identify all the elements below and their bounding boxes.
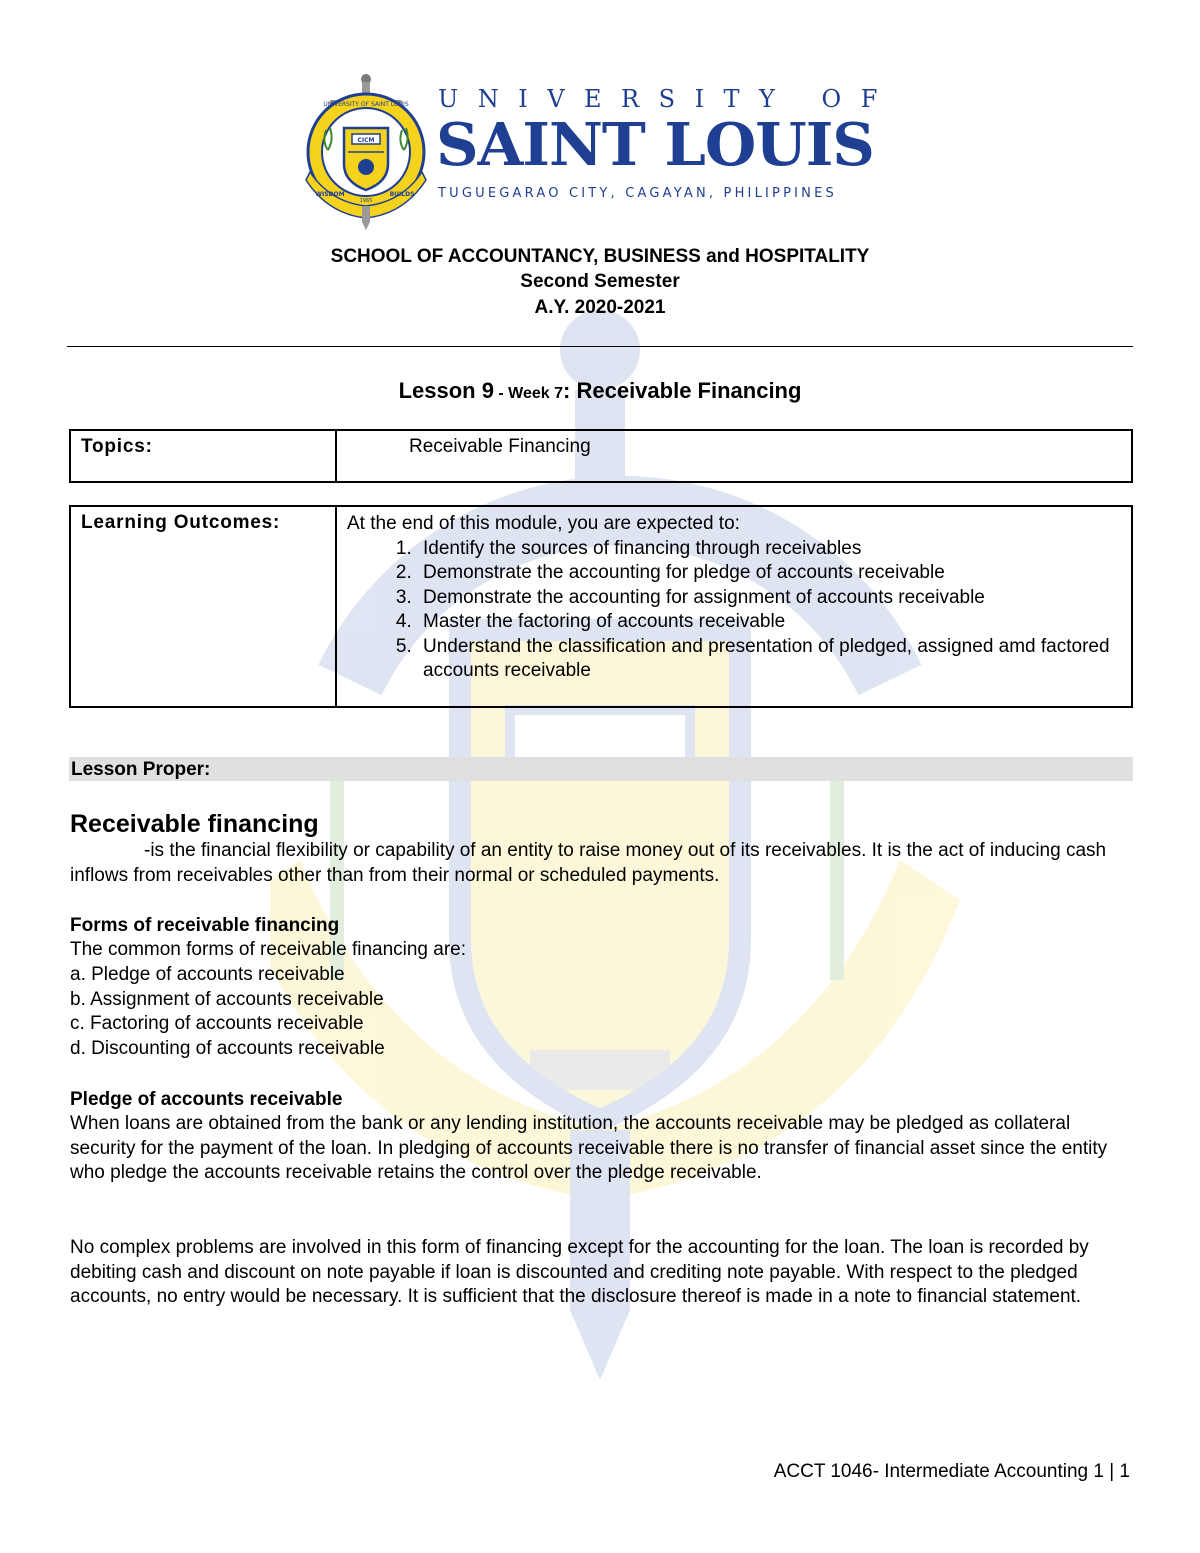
forms-list	[70, 963, 385, 1061]
forms-heading: Forms of receivable financing	[70, 915, 340, 936]
page-footer: ACCT 1046- Intermediate Accounting 1 | 1	[773, 1461, 1130, 1482]
seal-top-text: UNIVERSITY OF SAINT LOUIS	[323, 101, 409, 108]
receivable-financing-heading: Receivable financing	[70, 810, 319, 838]
learning-outcome-item: 1. Identify the sources of financing through receivables	[417, 537, 1121, 562]
seal-year-text: 1965	[359, 198, 373, 204]
learning-outcomes-list	[347, 537, 1121, 684]
learning-outcome-item: 4. Master the factoring of accounts receivable	[417, 610, 1121, 635]
seal-left-text: WISDOM	[315, 191, 345, 198]
wordmark-line3: TUGUEGARAO CITY, CAGAYAN, PHILIPPINES	[438, 186, 837, 201]
topics-label: Topics:	[70, 430, 336, 482]
university-wordmark	[436, 85, 897, 202]
wordmark-line1: UNIVERSITY OF	[438, 85, 897, 113]
wordmark-line2: SAINT LOUIS	[436, 110, 874, 179]
learning-outcomes-intro: At the end of this module, you are expected to:	[347, 513, 740, 534]
lesson-topic: Receivable Financing	[576, 378, 802, 403]
learning-outcome-item: 2. Demonstrate the accounting for pledge of accounts receivable	[417, 561, 1121, 586]
learning-outcomes-cell	[336, 506, 1132, 707]
header-divider	[67, 346, 1133, 347]
definition-paragraph: -is the financial flexibility or capability of an entity to raise money out of its receivables. It is the act of inducing cash inflows from receivables other than from their normal or scheduled payments.	[70, 840, 1107, 886]
learning-outcomes-table	[69, 505, 1133, 708]
topics-value: Receivable Financing	[336, 430, 1132, 482]
lesson-number: Lesson 9	[398, 378, 494, 403]
lesson-proper-bar	[69, 757, 1133, 781]
lesson-title	[0, 377, 1200, 408]
pledge-paragraph-2: No complex problems are involved in this form of financing except for the accounting for the loan. The loan is recorded by debiting cash and discount on note payable if loan is discounted and crediting note payable. With respect to the pledged accounts, no entry would be necessary. It is sufficient that the disclosure thereof is made in a note to financial statement.	[70, 1237, 1089, 1307]
forms-intro: The common forms of receivable financing are:	[70, 939, 467, 960]
pledge-paragraph-1: When loans are obtained from the bank or any lending institution, the accounts receivable may be pledged as collateral security for the payment of the loan. In pledging of accounts receivable there is no transfer of financial asset since the entity who pledge the accounts receivable retains the control over the pledge receivable.	[70, 1113, 1108, 1183]
form-item: d. Discounting of accounts receivable	[70, 1037, 385, 1059]
academic-year: A.Y. 2020-2021	[534, 297, 666, 318]
learning-outcome-item: 5. Understand the classification and presentation of pledged, assigned amd factored accounts receivable	[417, 635, 1121, 684]
learning-outcomes-label: Learning Outcomes:	[70, 506, 336, 707]
lesson-separator: -	[493, 385, 509, 402]
form-item: a. Pledge of accounts receivable	[70, 964, 345, 985]
form-item: b. Assignment of accounts receivable	[70, 988, 384, 1010]
topics-table	[69, 429, 1133, 483]
form-item: c. Factoring of accounts receivable	[70, 1013, 364, 1034]
semester: Second Semester	[520, 271, 680, 292]
seal-right-text: BUILDS	[389, 191, 415, 198]
lesson-colon: :	[563, 378, 577, 403]
seal-shield-text: CICM	[357, 137, 375, 144]
learning-outcome-item: 3. Demonstrate the accounting for assignment of accounts receivable	[417, 586, 1121, 611]
pledge-heading: Pledge of accounts receivable	[70, 1089, 343, 1110]
school-name: SCHOOL OF ACCOUNTANCY, BUSINESS and HOSPITALITY	[330, 246, 870, 267]
university-logo	[300, 72, 897, 232]
lesson-week: Week 7	[508, 385, 564, 402]
lesson-proper-label: Lesson Proper:	[71, 759, 211, 780]
university-seal-icon	[300, 72, 432, 232]
